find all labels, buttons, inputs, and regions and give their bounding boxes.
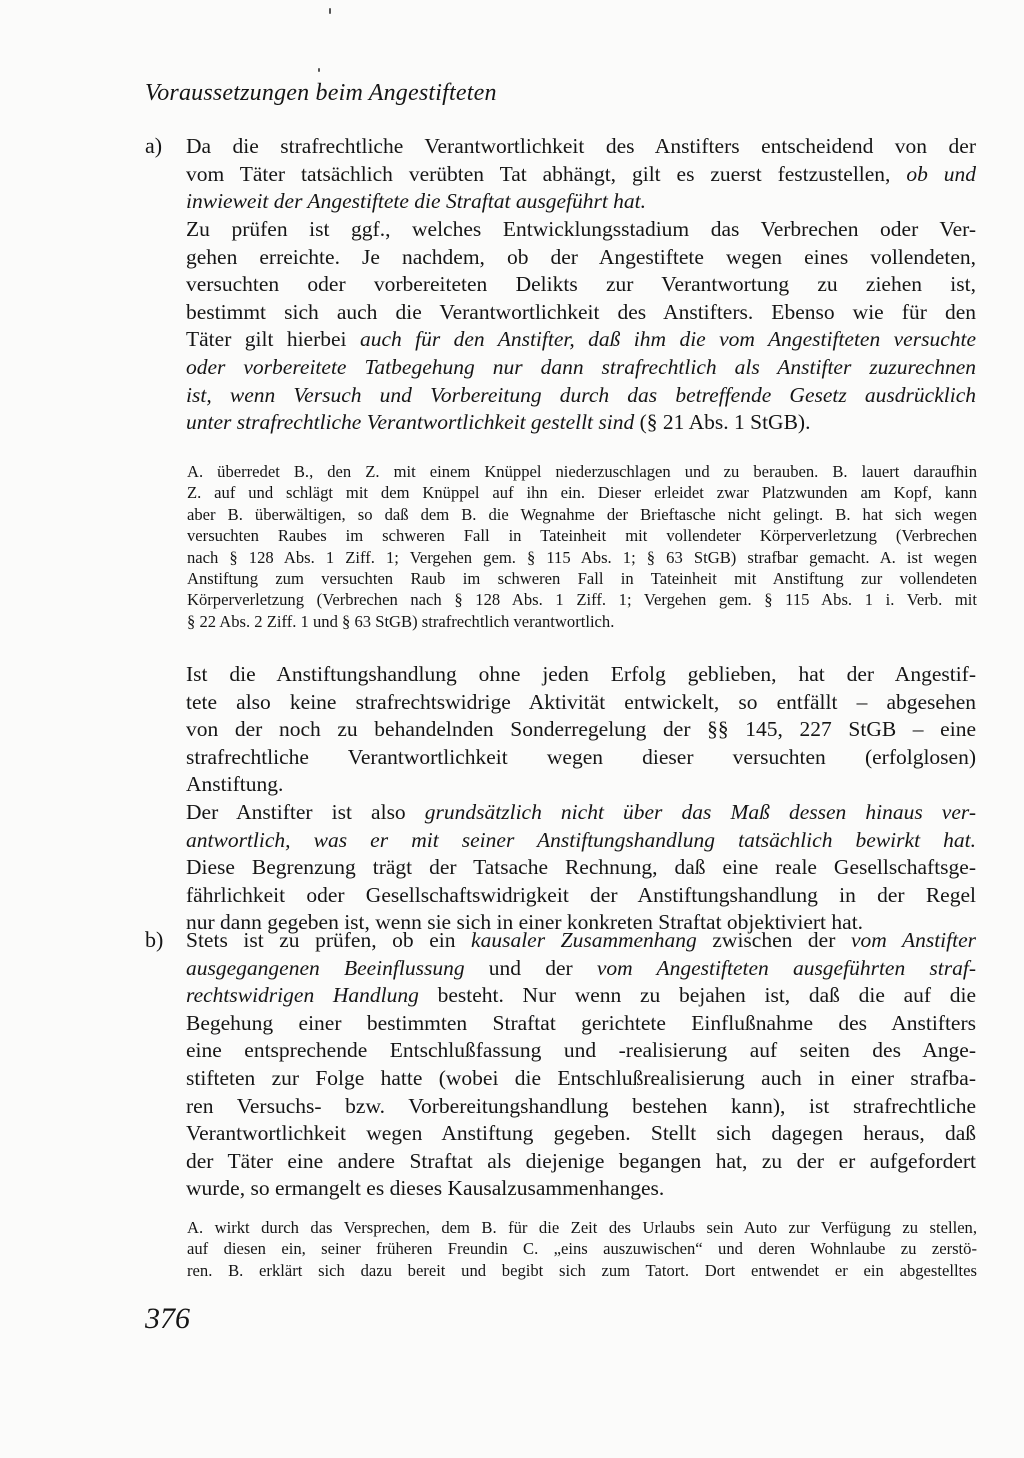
text-line	[186, 271, 976, 299]
paragraph	[186, 133, 976, 216]
body-text: Begehung einer bestimmten Straftat gerichtete Einflußnahme des Anstifters	[186, 1010, 976, 1035]
example-paragraph	[187, 1217, 977, 1281]
body-text: tete also keine strafrechtswidrige Aktivität entwickelt, so entfällt – abgesehen	[186, 689, 976, 714]
body-text: vom Täter tatsächlich verübten Tat abhängt, gilt es zuerst festzustellen,	[186, 161, 907, 186]
body-text: von der noch zu behandelnden Sonderregelung der §§ 145, 227 StGB – eine	[186, 717, 976, 742]
text-line	[186, 1037, 976, 1065]
page-number: 376	[145, 1302, 190, 1335]
emphasis-text: ob und	[906, 161, 976, 186]
text-line	[186, 1065, 976, 1093]
body-text: der Täter eine andere Straftat als diejenige begangen hat, zu der er aufgefordert	[186, 1148, 976, 1173]
body-text: gehen erreichte. Je nachdem, ob der Angestiftete wegen eines vollendeten,	[186, 244, 976, 269]
body-text: besteht. Nur wenn zu bejahen ist, daß die auf die	[418, 983, 976, 1008]
body-text: Da die strafrechtliche Verantwortlichkeit des Anstifters entscheidend von der	[186, 134, 976, 158]
text-line	[186, 882, 976, 910]
example-line: Anstiftung zum versuchten Raub im schweren Fall in Tateinheit mit Anstiftung zur vollendeten	[187, 569, 977, 589]
body-text: strafrechtliche Verantwortlichkeit wegen dieser versuchten (erfolglosen)	[186, 744, 976, 769]
example-line: versuchten Raubes im schweren Fall in Tateinheit mit vollendeter Körperverletzung (Verbrechen	[187, 526, 977, 546]
text-line	[186, 927, 976, 955]
emphasis-text: ist, wenn Versuch und Vorbereitung durch das betreffende Gesetz ausdrücklich	[186, 382, 976, 407]
emphasis-text: grundsätzlich nicht über das Maß dessen hinaus ver-	[424, 800, 976, 824]
body-text: versuchten oder vorbereiteten Delikts zur Verantwortung zu ziehen ist,	[186, 272, 976, 297]
example-line: Körperverletzung (Verbrechen nach § 128 Abs. 1 Ziff. 1; Vergehen gem. § 115 Abs. 1 i. Verb. mit	[187, 590, 977, 610]
text-line	[186, 827, 976, 855]
text-line	[186, 854, 976, 882]
text-line	[186, 133, 976, 161]
body-text: (§ 21 Abs. 1 StGB).	[634, 410, 811, 435]
body-text: eine entsprechende Entschlußfassung und -realisierung auf seiten des Ange-	[186, 1038, 976, 1063]
text-line	[186, 354, 976, 382]
example-line: auf diesen ein, seiner früheren Freundin C. „eins auszuwischen“ und deren Wohnlaube zu zerstö-	[187, 1239, 977, 1259]
text-line	[186, 1093, 976, 1121]
item-label-a: a)	[145, 133, 163, 158]
scan-speck	[329, 8, 331, 14]
body-text: Ist die Anstiftungshandlung ohne jeden Erfolg geblieben, hat der Angestif-	[186, 662, 976, 686]
scan-speck	[318, 68, 320, 72]
body-text: wurde, so ermangelt es dieses Kausalzusammenhanges.	[186, 1176, 665, 1201]
emphasis-text: auch für den Anstifter, daß ihm die vom Angestifteten versuchte	[359, 327, 976, 352]
example-line: § 22 Abs. 2 Ziff. 1 und § 63 StGB) strafrechtlich verantwortlich.	[187, 611, 615, 631]
text-line	[186, 382, 976, 410]
text-line	[186, 216, 976, 244]
body-text: Verantwortlichkeit wegen Anstiftung gegeben. Stellt sich dagegen heraus, daß	[186, 1121, 976, 1146]
example-line: aber B. überwältigen, so daß dem B. die Wegnahme der Brieftasche nicht gelingt. B. hat sich wegen	[187, 504, 977, 524]
paragraph	[186, 927, 976, 1203]
example-line: ren. B. erklärt sich dazu bereit und begibt sich zum Tatort. Dort entwendet er ein abgestelltes	[187, 1260, 977, 1280]
body-text: Zu prüfen ist ggf., welches Entwicklungsstadium das Verbrechen oder Ver-	[186, 217, 976, 241]
item-label-b: b)	[145, 927, 164, 952]
text-line	[186, 1120, 976, 1148]
paragraph	[186, 661, 976, 799]
text-line	[186, 716, 976, 744]
emphasis-text: ausgegangenen Beeinflussung	[186, 955, 465, 980]
text-line	[186, 689, 976, 717]
emphasis-text: vom Anstifter	[850, 928, 976, 952]
emphasis-text: unter strafrechtliche Verantwortlichkeit gestellt sind	[186, 410, 635, 435]
body-text: Täter gilt hierbei	[186, 327, 360, 352]
text-line	[186, 771, 976, 799]
body-text: nur dann gegeben ist, wenn sie sich in einer konkreten Straftat objektiviert hat.	[186, 910, 864, 935]
paragraph	[186, 216, 976, 437]
text-line	[186, 409, 976, 437]
text-line	[186, 1148, 976, 1176]
text-line	[186, 161, 976, 189]
text-line	[186, 955, 976, 983]
example-line: A. überredet B., den Z. mit einem Knüppel niederzuschlagen und zu berauben. B. lauert daraufhin	[187, 462, 977, 481]
body-text: Diese Begrenzung trägt der Tatsache Rechnung, daß eine reale Gesellschaftsge-	[186, 855, 976, 880]
body-text: Der Anstifter ist also	[186, 800, 425, 824]
text-line	[186, 661, 976, 689]
emphasis-text: oder vorbereitete Tatbegehung nur dann strafrechtlich als Anstifter zuzurechnen	[186, 354, 976, 379]
text-line	[186, 188, 976, 216]
text-line	[186, 1010, 976, 1038]
body-text: Stets ist zu prüfen, ob ein	[186, 928, 472, 952]
example-line: A. wirkt durch das Versprechen, dem B. für die Zeit des Urlaubs sein Auto zur Verfügung zu stellen,	[187, 1218, 977, 1237]
body-text: fährlichkeit oder Gesellschaftswidrigkeit der Anstiftungshandlung in der Regel	[186, 882, 976, 907]
text-line	[186, 299, 976, 327]
body-text: bestimmt sich auch die Verantwortlichkeit des Anstifters. Ebenso wie für den	[186, 299, 976, 324]
body-text: ren Versuchs- bzw. Vorbereitungshandlung bestehen kann), ist strafrechtliche	[186, 1093, 976, 1118]
body-text: zwischen der	[696, 928, 851, 952]
text-line	[186, 744, 976, 772]
section-title: Voraussetzungen beim Angestifteten	[145, 80, 497, 106]
emphasis-text: vom Angestifteten ausgeführten straf-	[596, 955, 976, 980]
body-text: stifteten zur Folge hatte (wobei die Entschlußrealisierung auch in einer strafba-	[186, 1065, 976, 1090]
paragraph	[186, 799, 976, 937]
emphasis-text: inwieweit der Angestiftete die Straftat ausgeführt hat.	[186, 189, 647, 214]
text-line	[186, 244, 976, 272]
text-line	[186, 1175, 976, 1203]
text-line	[186, 799, 976, 827]
body-text: und der	[464, 955, 597, 980]
example-paragraph	[187, 461, 977, 632]
text-line	[186, 326, 976, 354]
body-text: Anstiftung.	[186, 772, 284, 797]
example-line: Z. auf und schlägt mit dem Knüppel auf ihn ein. Dieser erleidet zwar Platzwunden am Kopf, kann	[187, 483, 977, 503]
emphasis-text: kausaler Zusammenhang	[471, 928, 697, 952]
emphasis-text: rechtswidrigen Handlung	[186, 983, 419, 1008]
example-line: nach § 128 Abs. 1 Ziff. 1; Vergehen gem. § 115 Abs. 1; § 63 StGB) strafbar gemacht. A. ist wegen	[187, 547, 977, 567]
emphasis-text: antwortlich, was er mit seiner Anstiftungshandlung tatsächlich bewirkt hat.	[186, 827, 976, 852]
text-line	[186, 982, 976, 1010]
